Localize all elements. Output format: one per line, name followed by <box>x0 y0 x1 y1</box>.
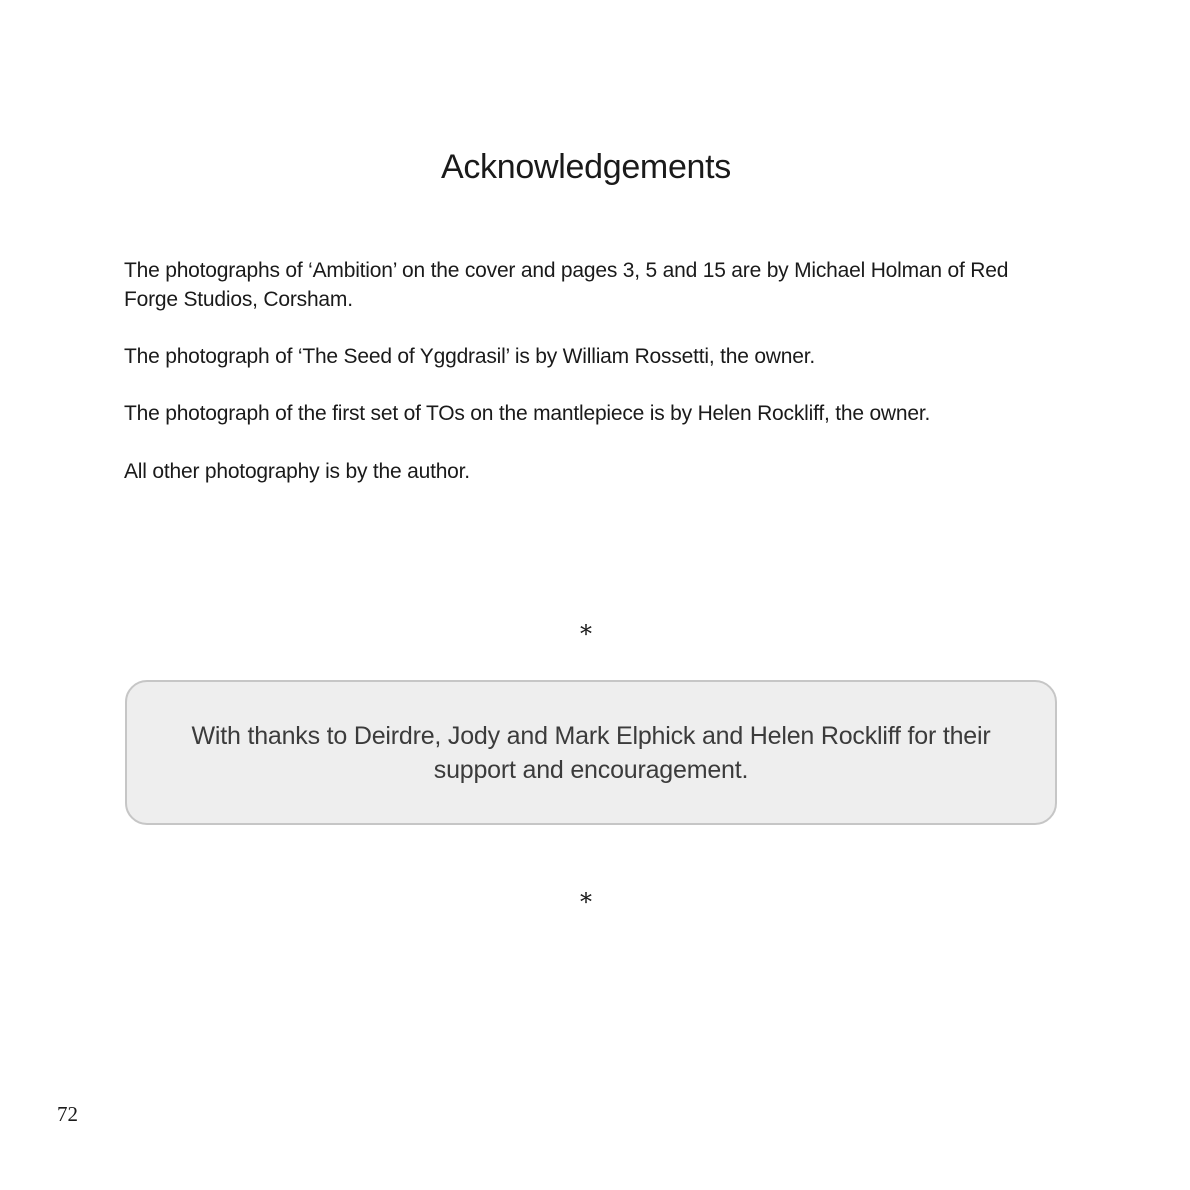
paragraph-mantlepiece-photograph: The photograph of the first set of TOs on the mantlepiece is by Helen Rockliff, the owner. <box>124 402 931 425</box>
asterisk-separator-top: * <box>580 620 592 648</box>
page-number: 72 <box>57 1102 78 1126</box>
thanks-box <box>125 680 1057 825</box>
page-title: Acknowledgements <box>440 148 732 186</box>
paragraph-cover-photographs: The photographs of ‘Ambition’ on the cover and pages 3, 5 and 15 are by Michael Holman of Red Forge Studios, Corsham. <box>124 259 1009 311</box>
asterisk-separator-bottom: * <box>580 888 592 916</box>
paragraph-other-photography: All other photography is by the author. <box>124 460 470 483</box>
paragraph-seed-photograph: The photograph of ‘The Seed of Yggdrasil’ is by William Rossetti, the owner. <box>124 345 815 368</box>
thanks-text: With thanks to Deirdre, Jody and Mark Elphick and Helen Rockliff for their support and encouragement. <box>191 721 991 784</box>
